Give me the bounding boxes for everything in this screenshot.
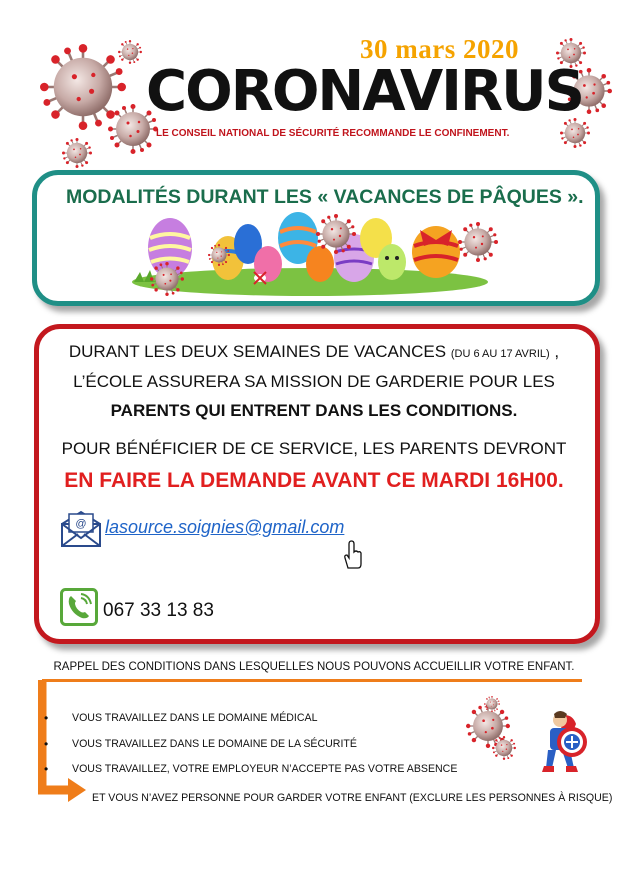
condition-item: VOUS TRAVAILLEZ, VOTRE EMPLOYEUR N’ACCEPTE PAS VOTRE ABSENCE <box>72 763 458 775</box>
subtitle: LE CONSEIL NATIONAL DE SÉCURITÉ RECOMMANDE LE CONFINEMENT. <box>156 128 510 139</box>
condition-item: VOUS TRAVAILLEZ DANS LE DOMAINE MÉDICAL <box>72 712 318 724</box>
notice-line-1-text: DURANT LES DEUX SEMAINES DE VACANCES <box>68 342 447 361</box>
phone-number[interactable]: 067 33 13 83 <box>103 600 214 621</box>
svg-text:@: @ <box>75 518 87 530</box>
notice-line-1-dates: (DU 6 AU 17 AVRIL) <box>450 348 550 360</box>
phone-icon <box>60 588 98 626</box>
virus-icon <box>484 696 500 712</box>
notice-line-4: POUR BÉNÉFICIER DE CE SERVICE, LES PARENTS DEVRONT <box>61 439 567 458</box>
bullet-dot: • <box>44 711 49 725</box>
virus-icon <box>492 736 516 760</box>
virus-icon <box>118 40 142 64</box>
email-link[interactable]: lasource.soignies@gmail.com <box>105 517 345 537</box>
bullet-dot: • <box>44 737 49 751</box>
superhero-illustration <box>518 706 590 778</box>
notice-line-1 <box>0 342 628 362</box>
page-title: CORONAVIRUS <box>146 59 583 124</box>
bullet-dot: • <box>44 762 49 776</box>
easter-eggs-illustration <box>130 208 500 300</box>
email-icon <box>60 510 102 548</box>
notice-line-1-end: , <box>549 342 560 361</box>
virus-icon <box>458 222 498 262</box>
hand-pointer-icon <box>342 540 362 570</box>
notice-line-2: L’ÉCOLE ASSURERA SA MISSION DE GARDERIE POUR LES <box>73 372 555 391</box>
virus-icon <box>316 214 356 254</box>
notice-line-3: PARENTS QUI ENTRENT DANS LES CONDITIONS. <box>110 401 518 420</box>
deadline-line: EN FAIRE LA DEMANDE AVANT CE MARDI 16H00. <box>64 469 564 492</box>
virus-icon <box>208 244 230 266</box>
virus-icon <box>62 138 92 168</box>
easter-box-title: MODALITÉS DURANT LES « VACANCES DE PÂQUES ». <box>66 186 584 208</box>
date-heading: 30 mars 2020 <box>360 34 519 64</box>
conditions-title: RAPPEL DES CONDITIONS DANS LESQUELLES NOUS POUVONS ACCUEILLIR VOTRE ENFANT. <box>53 661 575 673</box>
virus-icon <box>150 262 184 296</box>
divider <box>42 679 582 682</box>
condition-last: ET VOUS N’AVEZ PERSONNE POUR GARDER VOTRE ENFANT (EXCLURE LES PERSONNES À RISQUE) <box>92 792 613 804</box>
condition-item: VOUS TRAVAILLEZ DANS LE DOMAINE DE LA SÉCURITÉ <box>72 738 357 750</box>
